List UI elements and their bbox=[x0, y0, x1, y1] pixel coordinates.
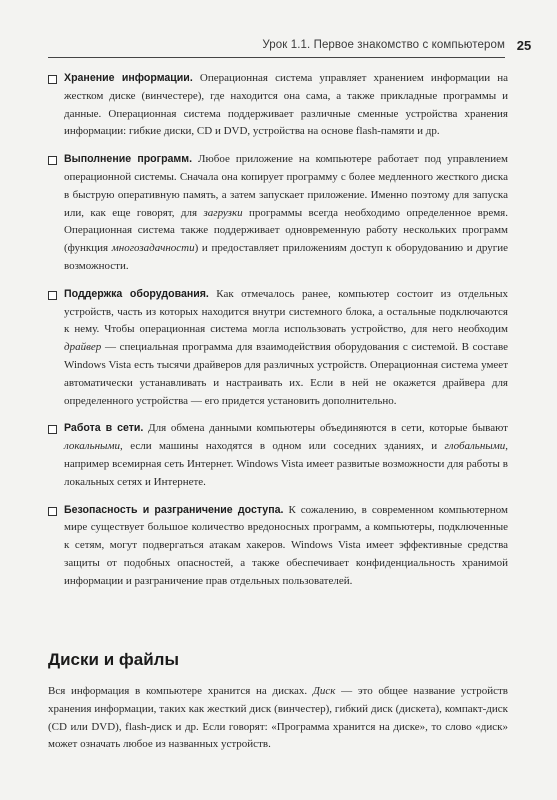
checkbox-bullet-icon bbox=[48, 75, 57, 84]
bullet-lead: Поддержка оборудования. bbox=[64, 287, 209, 300]
paragraph-text: Вся информация в компьютере хранится на дисках. bbox=[48, 685, 313, 697]
header-title: Урок 1.1. Первое знакомство с компьютером bbox=[262, 39, 505, 51]
running-header bbox=[48, 36, 557, 58]
bullet-lead: Выполнение программ. bbox=[64, 153, 193, 166]
bullet-security bbox=[48, 502, 508, 591]
bullet-hardware bbox=[48, 286, 508, 411]
header-rule bbox=[48, 57, 505, 58]
bullet-text: К сожалению, в современном компьютерном мире существует большое количество вредоносных программ, а компьютеры, подключенные к сетям, могут подвергаться атакам хакеров. Windows Vista имеет эффективные средства защиты от подобных опасностей, а также обеспечивает конфиденциальность хранимой информации и разграничение прав отдельных пользователей. bbox=[64, 503, 509, 587]
bullet-lead: Работа в сети. bbox=[64, 422, 144, 435]
bullet-text: , если машины находятся в одном или соседних зданиях, и bbox=[120, 440, 445, 453]
bullet-network bbox=[48, 420, 508, 491]
checkbox-bullet-icon bbox=[48, 507, 57, 516]
checkbox-bullet-icon bbox=[48, 156, 57, 165]
term-italic: драйвер bbox=[64, 341, 102, 354]
bullet-text: Операционная система управляет хранением информации на жестком диске (винчестере), где находится она сама, а также прикладные программы и данные. Операционная система поддерживает различные сменные устройства хранения информации: гибкие диски, CD и DVD, устройства на основе flash-памяти и др. bbox=[64, 72, 508, 138]
bullet-lead: Безопасность и разграничение доступа. bbox=[64, 503, 284, 516]
bullet-text: Для обмена данными компьютеры объединяются в сети, которые бывают bbox=[143, 422, 508, 435]
bullet-lead: Хранение информации. bbox=[64, 72, 193, 84]
checkbox-bullet-icon bbox=[48, 291, 57, 300]
bullet-text: — специальная программа для взаимодействия оборудования с системой. В составе Windows Vista есть тысячи драйверов для различных устройств. Операционная система умеет автоматически устанавливать и настраивать их. Если в ней не окажется драйвера для определенного устройства — его придется установить дополнительно. bbox=[64, 341, 508, 407]
bullet-text: Любое приложение на компьютере работает под управлением операционной системы. Сначала она копирует программу с более медленного жесткого диска в быструю оперативную память, а затем запускает приложение. Именно поэтому для запуска или, как еще говорят, для bbox=[64, 153, 508, 219]
term-italic: загрузки bbox=[203, 206, 243, 219]
term-italic: глобальными bbox=[444, 440, 506, 453]
bullet-programs bbox=[48, 151, 508, 276]
bullet-text: ) и предоставляет приложениям доступ к оборудованию и другие возможности. bbox=[64, 242, 508, 272]
term-italic: Диск bbox=[312, 685, 336, 697]
bullet-list bbox=[48, 70, 508, 601]
bullet-text: , например всемирная сеть Интернет. Windows Vista имеет развитые возможности для работы в локальных сетях и Интернете. bbox=[64, 440, 508, 488]
paragraph-text: — это общее название устройств хранения информации, таких как жесткий диск (винчестер), гибкий диск (дискета), компакт-диск (CD или DVD), flash-диск и др. Если говорят: «Программа хранится на диске», то слово «диск» может означать любое из названных устройств. bbox=[48, 685, 508, 751]
bullet-storage bbox=[48, 70, 508, 141]
checkbox-bullet-icon bbox=[48, 425, 57, 434]
page-number: 25 bbox=[516, 38, 532, 53]
section-paragraph bbox=[48, 683, 508, 754]
bullet-text: программы всегда необходимо определенное время. Операционная система также поддерживает одновременную работу нескольких программ (функция bbox=[64, 206, 508, 255]
section-heading: Диски и файлы bbox=[48, 650, 179, 669]
bullet-text: Как отмечалось ранее, компьютер состоит из отдельных устройств, часть из которых находится внутри системного блока, а остальные подключаются к нему. Чтобы операционная система могла использовать устройство, для него необходим bbox=[64, 287, 508, 336]
term-italic: многозадачности bbox=[111, 242, 195, 255]
term-italic: локальными bbox=[64, 440, 121, 453]
